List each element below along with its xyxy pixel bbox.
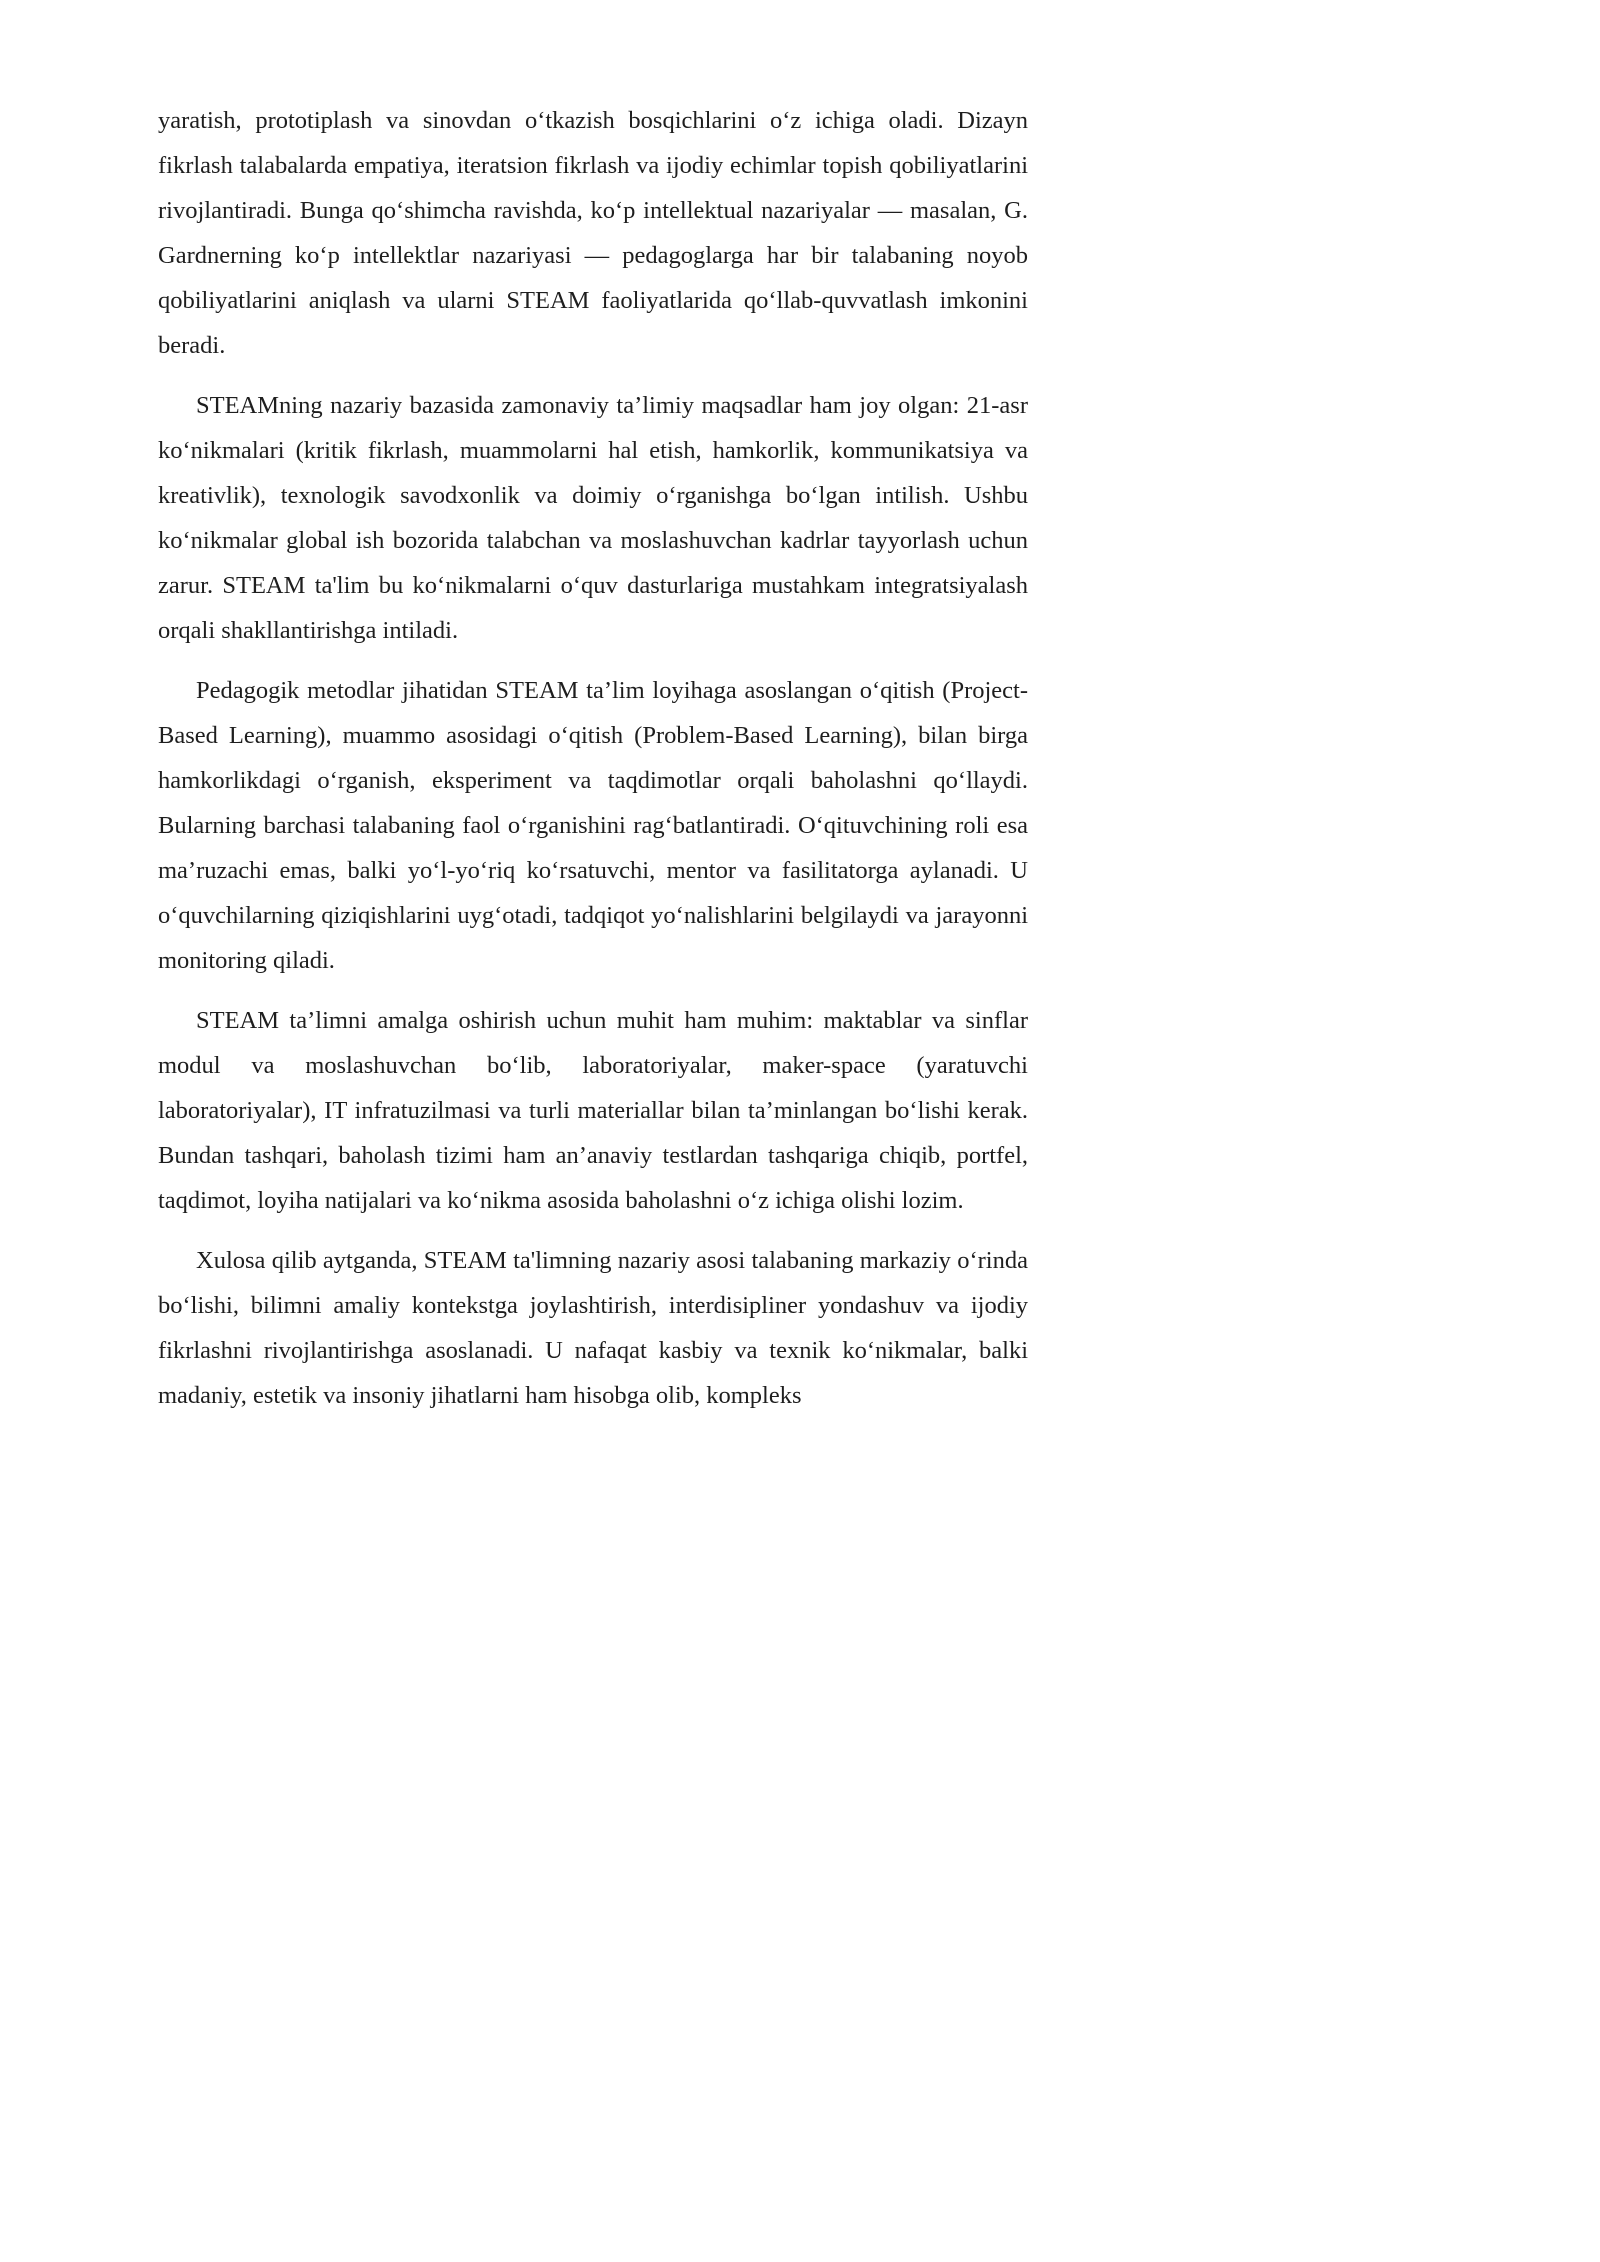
paragraph-steam-theoretical-base: STEAMning nazariy bazasida zamonaviy ta’limiy maqsadlar ham joy olgan: 21-asr ko‘nikmalari (kritik fikrlash, muammolarni hal etish, hamkorlik, kommunikatsiya va kreativlik), texnologik savodxonlik va doimiy o‘rganishga bo‘lgan intilish. Ushbu ko‘nikmalar global ish bozorida talabchan va moslashuvchan kadrlar tayyorlash uchun zarur. STEAM ta'lim bu ko‘nikmalarni o‘quv dasturlariga mustahkam integratsiyalash orqali shakllantirishga intiladi.: [158, 392, 1028, 644]
paragraph-continuation: yaratish, prototiplash va sinovdan o‘tkazish bosqichlarini o‘z ichiga oladi. Dizayn fikrlash talabalarda empatiya, iteratsion fikrlash va ijodiy echimlar topish qobiliyatlarini rivojlantiradi. Bunga qo‘shimcha ravishda, ko‘p intellektual nazariyalar — masalan, G. Gardnerning ko‘p intellektlar nazariyasi — pedagoglarga har bir talabaning noyob qobiliyatlarini aniqlash va ularni STEAM faoliyatlarida qo‘llab-quvvatlash imkonini beradi.: [158, 107, 1028, 359]
document-page: [158, 98, 1028, 1433]
paragraph-conclusion: Xulosa qilib aytganda, STEAM ta'limning nazariy asosi talabaning markaziy o‘rinda bo‘lishi, bilimni amaliy kontekstga joylashtirish, interdisipliner yondashuv va ijodiy fikrlashni rivojlantirishga asoslanadi. U nafaqat kasbiy va texnik ko‘nikmalar, balki madaniy, estetik va insoniy jihatlarni ham hisobga olib, kompleks: [158, 1247, 1028, 1409]
paragraph-learning-environment: STEAM ta’limni amalga oshirish uchun muhit ham muhim: maktablar va sinflar modul va moslashuvchan bo‘lib, laboratoriyalar, maker-space (yaratuvchi laboratoriyalar), IT infratuzilmasi va turli materiallar bilan ta’minlangan bo‘lishi kerak. Bundan tashqari, baholash tizimi ham an’anaviy testlardan tashqariga chiqib, portfel, taqdimot, loyiha natijalari va ko‘nikma asosida baholashni o‘z ichiga olishi lozim.: [158, 1007, 1028, 1214]
paragraph-pedagogical-methods: Pedagogik metodlar jihatidan STEAM ta’lim loyihaga asoslangan o‘qitish (Project-Based Learning), muammo asosidagi o‘qitish (Problem-Based Learning), bilan birga hamkorlikdagi o‘rganish, eksperiment va taqdimotlar orqali baholashni qo‘llaydi. Bularning barchasi talabaning faol o‘rganishini rag‘batlantiradi. O‘qituvchining roli esa ma’ruzachi emas, balki yo‘l-yo‘riq ko‘rsatuvchi, mentor va fasilitatorga aylanadi. U o‘quvchilarning qiziqishlarini uyg‘otadi, tadqiqot yo‘nalishlarini belgilaydi va jarayonni monitoring qiladi.: [158, 677, 1028, 974]
